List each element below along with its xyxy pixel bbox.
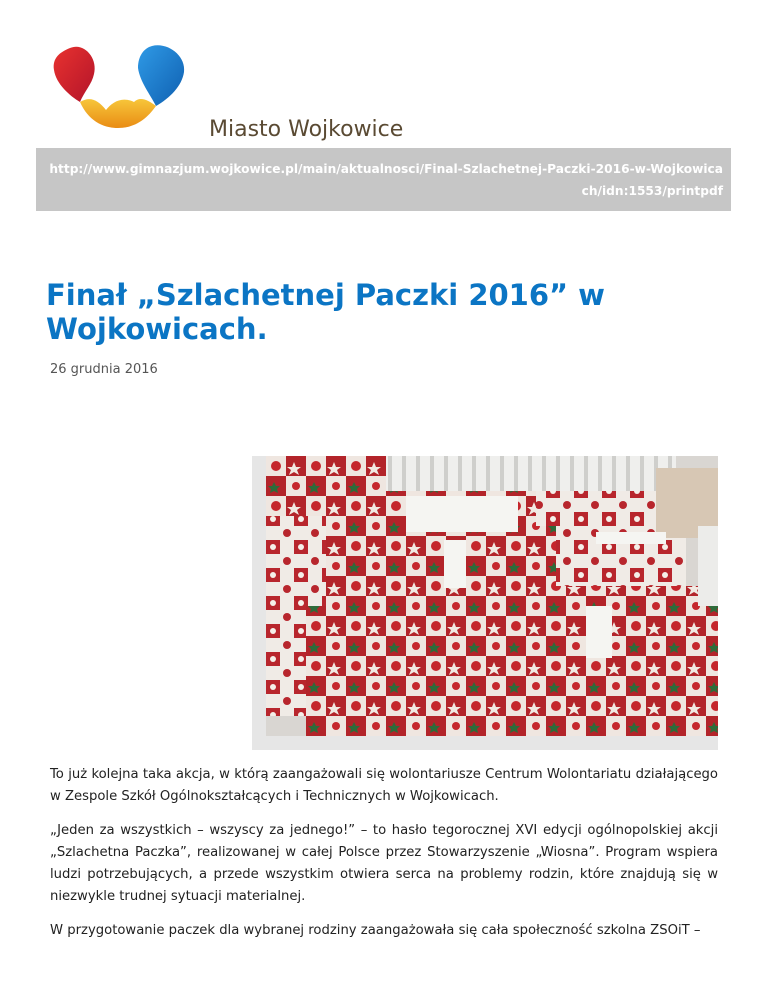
article-paragraph: „Jeden za wszystkich – wszyscy za jednego!” – to hasło tegorocznej XVI edycji ogólnopolskiej akcji „Szlachetna Paczka”, realizowanej w całej Polsce przez Stowarzyszenie „Wiosna”. Program wspiera ludzi potrzebujących, a przede wszystkim otwiera serca na problemy rodzin, które znajdują się w niezwykle trudnej sytuacji materialnej. <box>50 823 718 904</box>
wojkowice-logo-icon[interactable] <box>50 40 190 130</box>
site-name[interactable]: Miasto Wojkowice <box>209 117 404 142</box>
article-paragraph: To już kolejna taka akcja, w którą zaangażowali się wolontariusze Centrum Wolontariatu działającego w Zespole Szkół Ogólnokształcących i Technicznych w Wojkowicach. <box>50 767 718 804</box>
article-date: 26 grudnia 2016 <box>50 362 158 377</box>
page-url[interactable]: http://www.gimnazjum.wojkowice.pl/main/aktualnosci/Final-Szlachetnej-Paczki-2016-w-Wojkowicach/idn:1553/printpdf <box>36 148 731 211</box>
article-title: Finał „Szlachetnej Paczki 2016” w Wojkowicach. <box>46 278 605 346</box>
article-body <box>50 764 718 954</box>
article-photo <box>252 456 718 750</box>
article-paragraph: W przygotowanie paczek dla wybranej rodziny zaangażowała się cała społeczność szkolna ZSOiT – <box>50 923 701 938</box>
